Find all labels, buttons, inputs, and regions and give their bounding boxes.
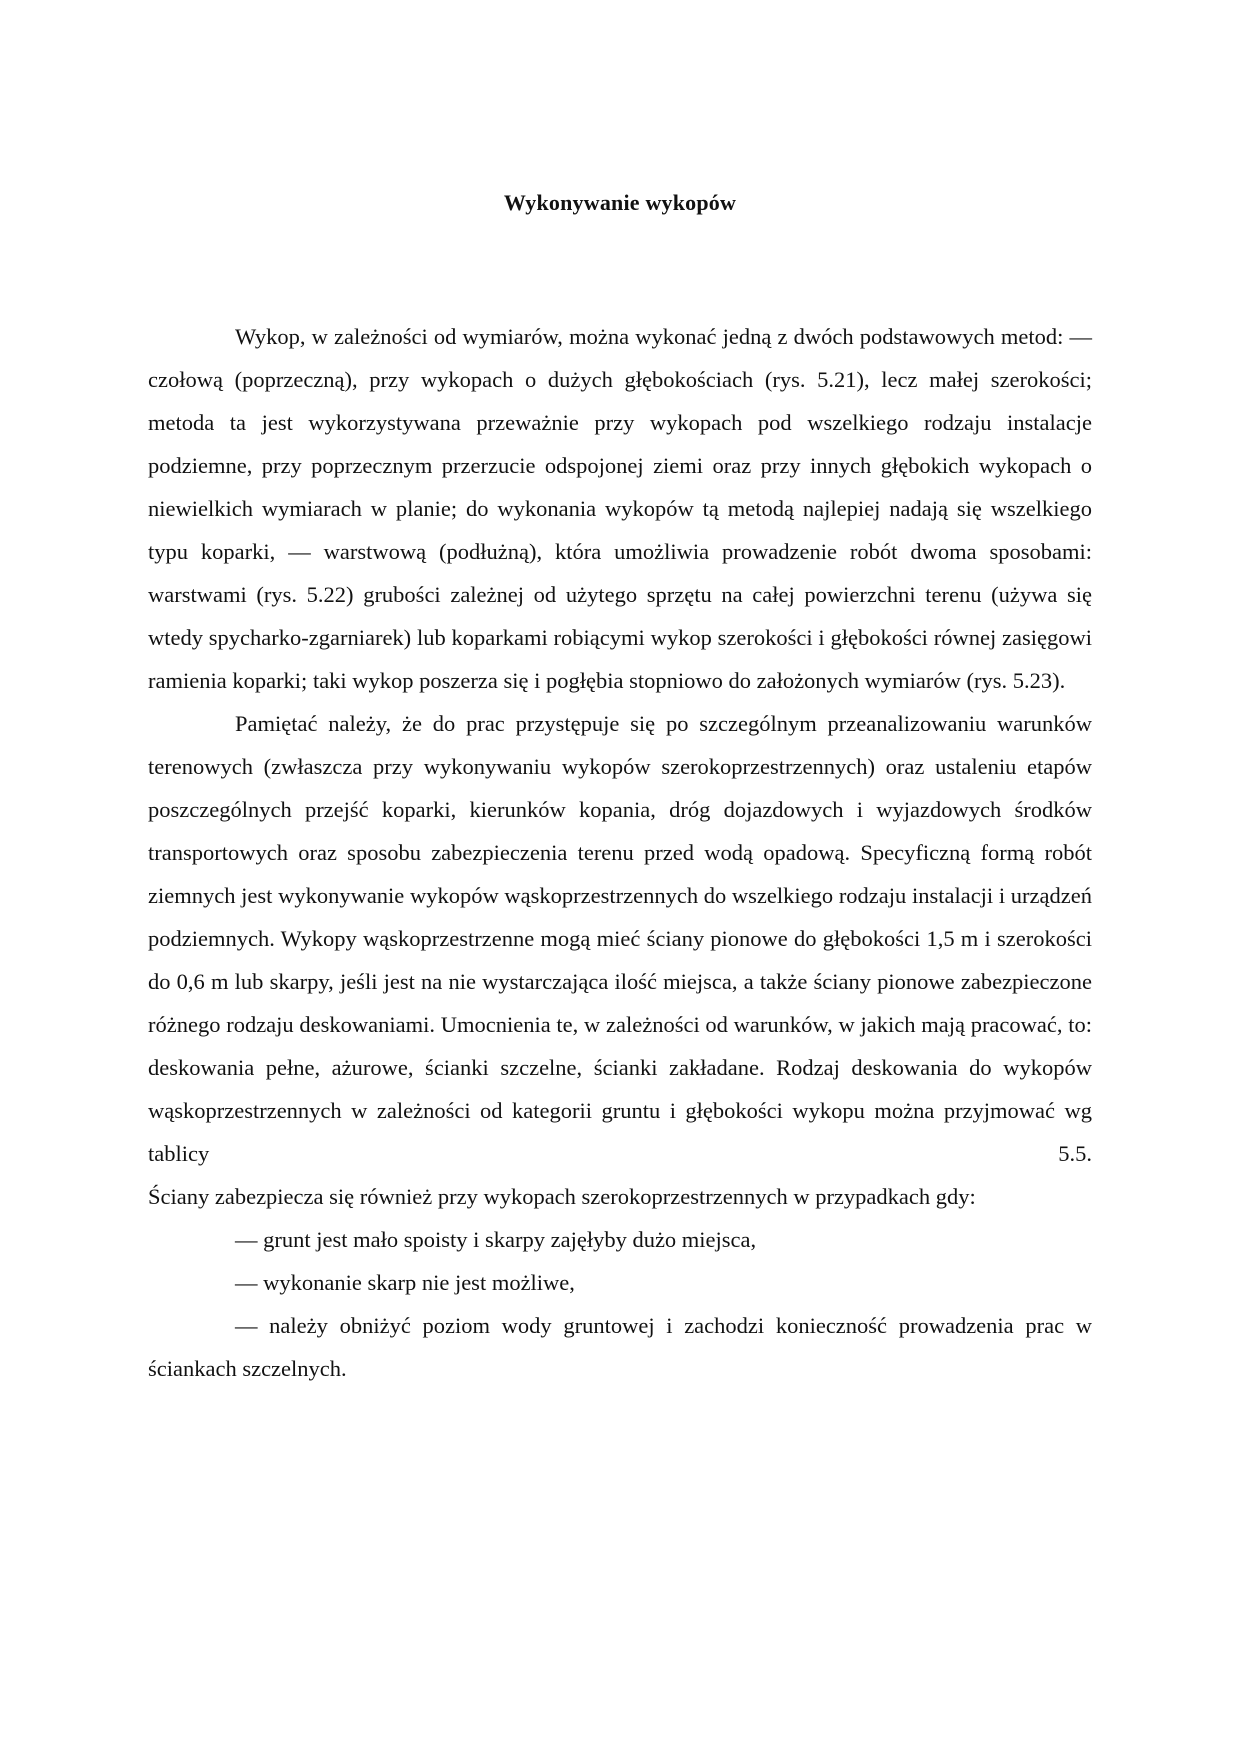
list-item: — grunt jest mało spoisty i skarpy zajęłyby dużo miejsca, bbox=[235, 1227, 757, 1252]
document-body bbox=[148, 315, 1092, 1390]
paragraph-terrain-analysis: Pamiętać należy, że do prac przystępuje się po szczególnym przeanalizowaniu warunków terenowych (zwłaszcza przy wykonywaniu wykopów szerokoprzestrzennych) oraz ustaleniu etapów poszczególnych przejść koparki, kierunków kopania, dróg dojazdowych i wyjazdowych środków transportowych oraz sposobu zabezpieczenia terenu przed wodą opadową. Specyficzną formą robót ziemnych jest wykonywanie wykopów wąskoprzestrzennych do wszelkiego rodzaju instalacji i urządzeń podziemnych. Wykopy wąskoprzestrzenne mogą mieć ściany pionowe do głębokości 1,5 m i szerokości do 0,6 m lub skarpy, jeśli jest na nie wystarczająca ilość miejsca, a także ściany pionowe zabezpieczone różnego rodzaju deskowaniami. Umocnienia te, w zależności od warunków, w jakich mają pracować, to: deskowania pełne, ażurowe, ścianki szczelne, ścianki zakładane. Rodzaj deskowania do wykopów wąskoprzestrzennych w zależności od kategorii gruntu i głębokości wykopu można przyjmować wg tablicy 5.5. bbox=[148, 711, 1092, 1166]
list-item: — wykonanie skarp nie jest możliwe, bbox=[235, 1270, 575, 1295]
list-item: — należy obniżyć poziom wody gruntowej i zachodzi konieczność prowadzenia prac w ściankach szczelnych. bbox=[148, 1313, 1092, 1381]
paragraph-excavation-methods: Wykop, w zależności od wymiarów, można wykonać jedną z dwóch podstawowych metod: — czołową (poprzeczną), przy wykopach o dużych głębokościach (rys. 5.21), lecz małej szerokości; metoda ta jest wykorzystywana przeważnie przy wykopach pod wszelkiego rodzaju instalacje podziemne, przy poprzecznym przerzucie odspojonej ziemi oraz przy innych głębokich wykopach o niewielkich wymiarach w planie; do wykonania wykopów tą metodą najlepiej nadają się wszelkiego typu koparki, — warstwową (podłużną), która umożliwia prowadzenie robót dwoma sposobami: warstwami (rys. 5.22) grubości zależnej od użytego sprzętu na całej powierzchni terenu (używa się wtedy spycharko-zgarniarek) lub koparkami robiącymi wykop szerokości i głębokości równej zasięgowi ramienia koparki; taki wykop poszerza się i pogłębia stopniowo do założonych wymiarów (rys. 5.23). bbox=[148, 324, 1092, 693]
paragraph-wall-protection: Ściany zabezpiecza się również przy wykopach szerokoprzestrzennych w przypadkach gdy: bbox=[148, 1184, 976, 1209]
document-title: Wykonywanie wykopów bbox=[503, 190, 737, 215]
